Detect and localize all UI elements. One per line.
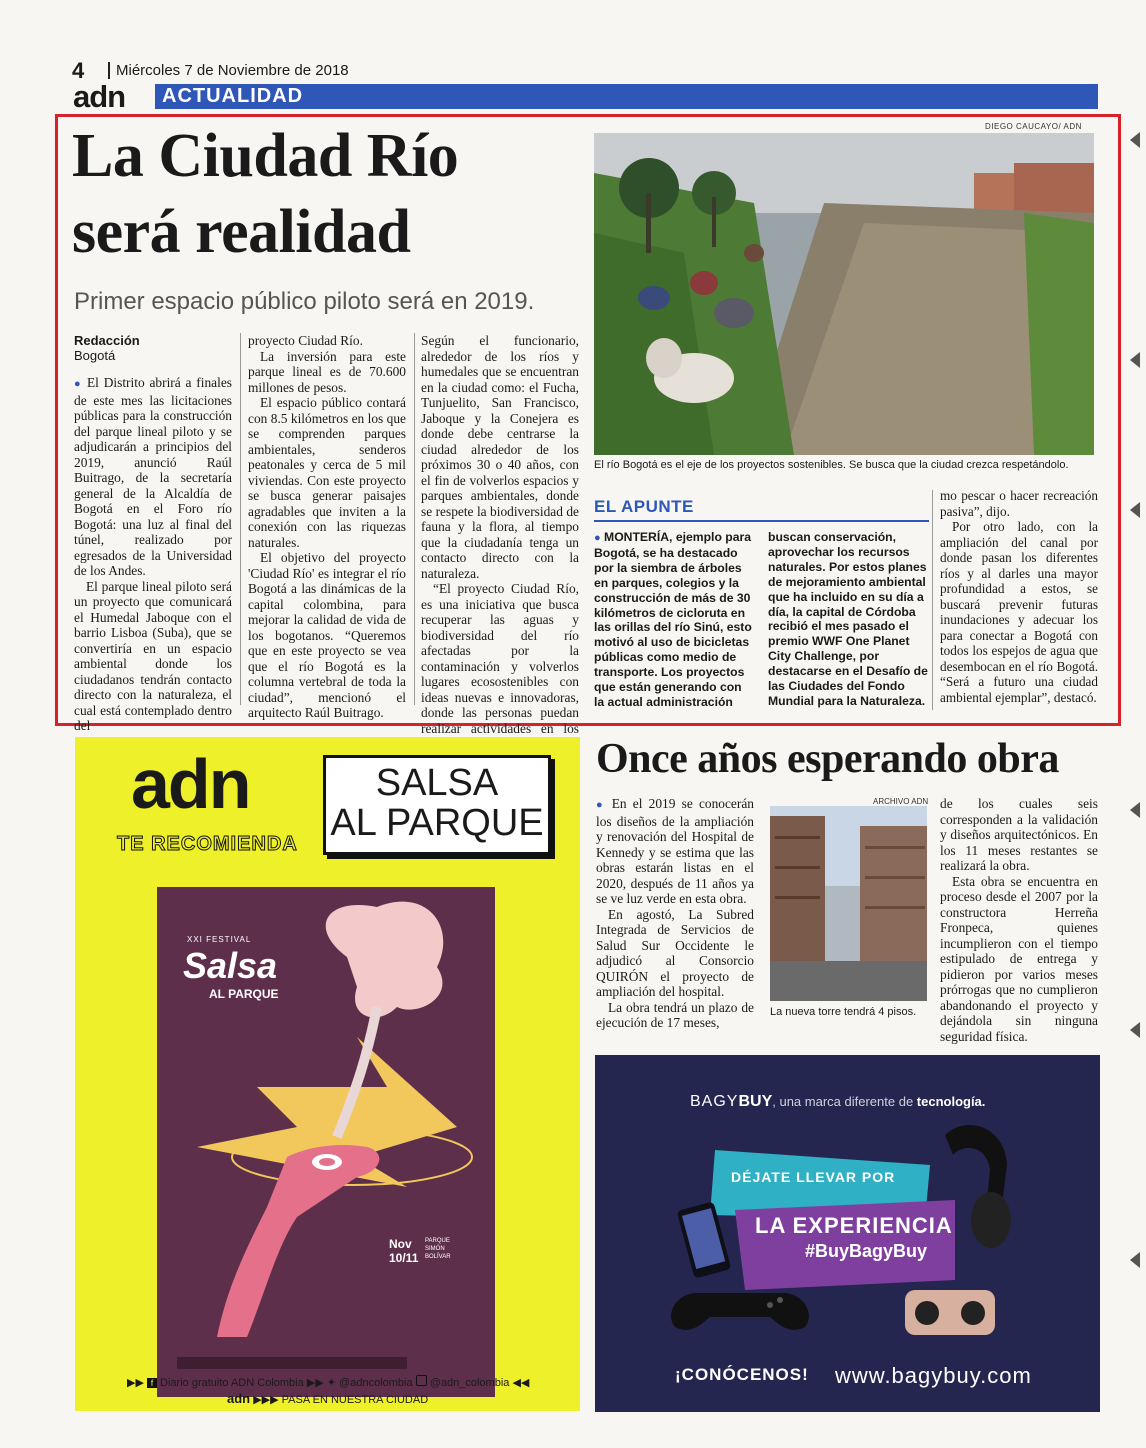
poster-venue: PARQUE SIMÓN BOLÍVAR: [425, 1238, 451, 1260]
paragraph: proyecto Ciudad Río.: [248, 333, 363, 348]
headline-line-1: La Ciudad Río: [72, 122, 459, 190]
facebook-icon: f: [147, 1378, 157, 1388]
instagram-handle: @adn_colombia: [429, 1377, 510, 1389]
poster-salsa: Salsa: [183, 945, 278, 986]
byline-author: Redacción: [74, 333, 140, 348]
paragraph: mo pescar o hacer recreación pasiva”, dijo.: [940, 488, 1098, 519]
banner-line-2: LA EXPERIENCIA: [755, 1213, 953, 1238]
play-arrows-icon: ▶▶: [127, 1377, 144, 1389]
paragraph: En el 2019 se conocerán los diseños de la ampliación y renovación del Hospital de Kennedy y se estima que las obras estarán listas en el 2020, después de 11 años ya se ve luz verde en esta obra.: [596, 796, 754, 906]
article-column-2: [248, 333, 406, 721]
bagybuy-url[interactable]: www.bagybuy.com: [835, 1363, 1032, 1388]
subheadline: Primer espacio público piloto será en 2019.: [74, 288, 535, 315]
column-rule: [932, 490, 933, 710]
paragraph: En agostó, La Subred Integrada de Servicios de Salud Sur Occidente le adjudicó al Consorcio QUIRÓN el proyecto de ampliación del hospital.: [596, 906, 754, 999]
bullet-icon: ●: [594, 532, 601, 544]
apunte-rule: [594, 520, 929, 522]
ad-slogan-line: [227, 1391, 428, 1406]
tagline: , una marca diferente de: [772, 1094, 917, 1109]
banner-line-1: DÉJATE LLEVAR POR: [731, 1169, 896, 1185]
footer-adn-logo: adn: [227, 1391, 251, 1406]
play-arrows-icon: ▶▶: [306, 1377, 324, 1389]
salsa-title-line-2: AL PARQUE: [330, 802, 544, 844]
paragraph: La obra tendrá un plazo de ejecución de 17 meses,: [596, 999, 754, 1030]
river-photo: [594, 133, 1094, 455]
ad-recomienda: TE RECOMIENDA: [117, 833, 298, 855]
twitter-handle: @adncolombia: [339, 1377, 413, 1389]
tagline-bold: tecnología.: [916, 1094, 986, 1109]
byline-city: Bogotá: [74, 348, 116, 363]
bullet-icon: ●: [596, 799, 606, 811]
second-column-1: [596, 796, 754, 1031]
photo-caption: El río Bogotá es el eje de los proyectos sostenibles. Se busca que la ciudad crezca respetándolo.: [594, 459, 1069, 471]
paragraph: El espacio público contará con 8.5 kilómetros en los que se comprenden parques ambientales, senderos peatonales y cerca de 5 mil viviendas. Con este proyecto se busca generar paisajes agradables que inviten a la conexión con las riquezas naturales.: [248, 395, 406, 550]
festival-poster: [157, 887, 495, 1397]
paragraph: Según el funcionario, alrededor de los ríos y humedales que se encuentran en la ciudad como: el Fucha, Tunjuelito, San Francisco, Jaboque y la Conejera es donde debe centrarse la ciudad alrededor de los próximos 30 o 40 años, con el fin de volverlos espacios y parques ambientales, donde se respete la biodiversidad de fauna y la flora, al tiempo que la ciudadanía tenga un contacto directo con la naturaleza.: [421, 333, 579, 581]
ad-adn-logo: adn: [131, 745, 250, 823]
paragraph: de los cuales seis corresponden a la validación y diseños arquitectónicos. En los 11 meses restantes se realizará la obra.: [940, 796, 1098, 873]
apunte-column-1: [594, 530, 752, 710]
paragraph: “El proyecto Ciudad Río, es una iniciativa que busca recuperar las aguas y biodiversidad del río afectadas por la contaminación y volverlos lugares ecosostenibles con ideas nuevas e innovadoras, donde las personas puedan realizar actividades en los: [421, 581, 579, 736]
hospital-photo: [770, 806, 927, 1001]
salsa-title: [323, 763, 551, 843]
paragraph: Por otro lado, con la ampliación del canal por donde pasan los diferentes ríos y al darles una mayor profundidad a estos, se buscará prevenir futuras inundaciones y adecuar los para conectar a Bogotá con todos los espejos de agua que desembocan en el río Bogotá. “Será a futuro una ciudad ambiental ejemplar”, destacó.: [940, 519, 1098, 705]
ad-social-footer: [127, 1375, 529, 1389]
poster-dates: Nov 10/11: [389, 1237, 419, 1265]
facebook-handle: Diario gratuito ADN Colombia: [160, 1377, 304, 1389]
second-column-3: [940, 796, 1098, 1044]
instagram-icon: [416, 1375, 427, 1386]
paragraph: Esta obra se encuentra en proceso desde el 2007 por la constructora Herreña Fronpeca, quienes incumplieron con el tiempo estipulado de entrega y pidieron por varios meses prórrogas que no cumplieron abandonando el proyecto y dejándola sin ninguna seguridad física.: [940, 873, 1098, 1044]
poster-festival: XXI FESTIVAL: [187, 935, 252, 944]
salsa-title-line-1: SALSA: [375, 762, 499, 804]
column-rule: [240, 333, 241, 705]
page-number: 4: [72, 58, 85, 83]
headline-line-2: será realidad: [72, 198, 411, 266]
paragraph: ejemplo para Bogotá, se ha destacado por la siembra de árboles en parques, colegios y la construcción de más de 30 kilómetros de cicloruta en las orillas del río Sinú, esto motivó al uso de bicicletas públicas como medio de transporte. Los proyectos que están generando con la actual administración: [594, 530, 752, 709]
twitter-icon: ✦: [326, 1377, 336, 1389]
paragraph: El parque lineal piloto será un proyecto que comunicará el Humedal Jaboque con el barrio Lisboa (Suba), que se convertiría en un espacio ambiental donde los ciudadanos tendrán contacto directo con la naturaleza, el cual está contemplado dentro del: [74, 578, 232, 733]
adn-logo: adn: [73, 79, 126, 114]
photo-credit: DIEGO CAUCAYO/ ADN: [985, 122, 1082, 131]
paragraph: El objetivo del proyecto 'Ciudad Río' es integrar el río Bogotá a las dinámicas de la capital colombina, para mejorar la calidad de vida de los bogotanos. “Queremos que en este proyecto se vea que el río Bogotá es la columna vertebral de toda la ciudad”, mencionó el arquitecto Raúl Buitrago.: [248, 550, 406, 720]
paragraph: La inversión para este parque lineal es de 70.600 millones de pesos.: [248, 348, 406, 395]
salsa-al-parque-ad: [75, 737, 580, 1411]
brand-bold: BUY: [738, 1093, 773, 1110]
article-column-3: [421, 333, 579, 752]
apunte-column-2: buscan conservación, aprovechar los recursos naturales. Por estos planes de mejoramiento ambiental que ha incluido en su día a día, la capital de Córdoba recibió el mes pasado el premio WWF One Planet City Challenge, por destacarse en el Desafío de las Ciudades del Fondo Mundial para la Naturaleza.: [768, 530, 928, 708]
second-headline: Once años esperando obra: [596, 736, 1059, 782]
apunte-lead: MONTERÍA,: [604, 530, 673, 544]
bullet-icon: ●: [74, 378, 83, 390]
bagybuy-ad: [595, 1055, 1100, 1412]
apunte-title: EL APUNTE: [594, 497, 694, 516]
photo-credit: ARCHIVO ADN: [873, 797, 929, 806]
apunte-column-3: [940, 488, 1098, 705]
column-rule: [414, 333, 415, 705]
cta-conocenos[interactable]: ¡CONÓCENOS!: [675, 1365, 809, 1384]
photo-caption: La nueva torre tendrá 4 pisos.: [770, 1006, 917, 1018]
play-arrows-icon: ▶▶▶: [253, 1394, 279, 1406]
issue-date: Miércoles 7 de Noviembre de 2018: [108, 62, 349, 79]
page-edge-marks: [1126, 130, 1144, 1370]
main-headline: [72, 118, 592, 270]
article-column-1: [74, 375, 232, 734]
poster-al-parque: AL PARQUE: [209, 987, 279, 1001]
section-label: ACTUALIDAD: [162, 85, 304, 107]
banner-line-3: #BuyBagyBuy: [805, 1241, 928, 1261]
brand-light: BAGY: [690, 1093, 739, 1110]
footer-slogan: PASA EN NUESTRA CIUDAD: [281, 1394, 429, 1406]
play-arrows-icon: ◀◀: [512, 1377, 530, 1389]
paragraph: El Distrito abrirá a finales de este mes las licitaciones públicas para la construcción del parque lineal piloto y se adjudicarán a principios del 2019, anunció Raúl Buitrago, de la secretaría general de la Alcaldía de Bogotá en el Foro río Bogotá: una luz al final del túnel, realizado por egresados de la Universidad de los Andes.: [74, 375, 232, 578]
